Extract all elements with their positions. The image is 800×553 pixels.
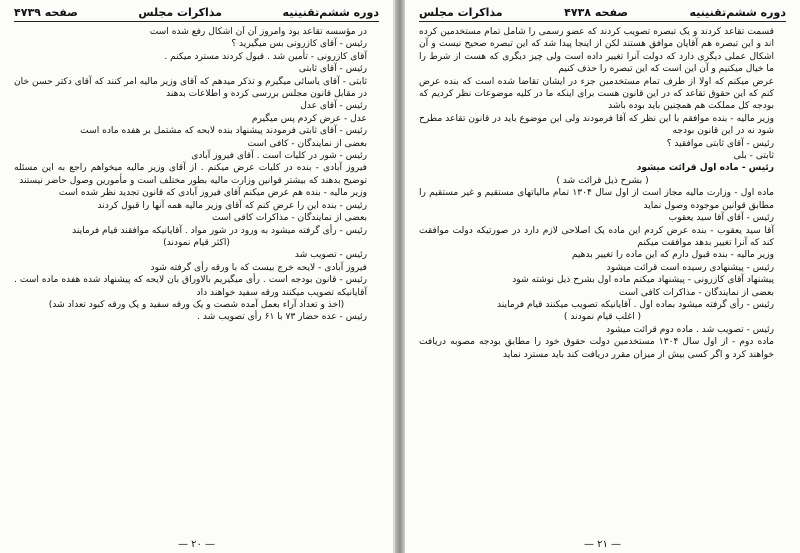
book-gutter xyxy=(395,0,405,553)
paragraph: رئیس - آقای آقا سید یعقوب xyxy=(668,213,774,224)
paragraph: رئیس - قانون بودجه است . رأی میگیریم بالاوراق بان لایحه که پیشنهاد شده هفده ماده است . آقایانیکه تصویب میکنند ورقه سفید خواهند داد xyxy=(14,275,367,298)
paragraph: ماده اول - وزارت مالیه مجاز است از اول سال ۱۳۰۴ تمام مالیاتهای مستقیم و غیر مستقیم را مطابق قوانین موجوده وصول نماید xyxy=(419,188,774,211)
left-page-header xyxy=(14,6,379,22)
paragraph: ( اغلب قیام نمودند ) xyxy=(563,312,642,323)
paragraph: رئیس - رأی گرفته میشود بماده اول . آقایانیکه تصویب میکنند قیام فرمایند xyxy=(497,299,774,310)
left-header-page-number: صفحه ۴۷۳۹ xyxy=(14,6,78,19)
paragraph: (اخذ و تعداد آراء بعمل آمده شصت و یک ورقه سفید و یک ورقه کبود تعداد شد) xyxy=(48,299,345,310)
paragraph: رئیس - آقای ثابتی فرمودند پیشنهاد بنده لابحه که مشتمل بر هفده ماده است xyxy=(80,126,367,137)
paragraph: وزیر مالیه - بنده هم عرض میکنم آقای فیروز آبادی که قانون تجدید نظر شده است xyxy=(58,188,367,199)
left-page-footer: — ۲۰ — xyxy=(177,539,216,550)
paragraph: پیشنهاد آقای کازرونی - پیشنهاد میکنم ماده اول بشرح ذیل نوشته شود xyxy=(512,275,774,286)
paragraph: بعضی از نمایندگان - مذاکرات کافی است xyxy=(618,287,774,298)
right-header-page-number: صفحه ۴۷۳۸ xyxy=(564,6,628,19)
paragraph: فیروز آبادی - لایحه خرج بیست که با ورقه رأی گرفته شود xyxy=(150,262,367,273)
left-header-session: دوره ششم‌تقنینیه xyxy=(282,6,379,19)
paragraph: رئیس - تصویب شد xyxy=(294,250,367,261)
left-page xyxy=(0,0,395,553)
paragraph: عدل - عرض کردم پس میگیرم xyxy=(251,113,367,124)
right-page xyxy=(405,0,800,553)
paragraph: رئیس - بنده این را عرض کنم که آقای وزیر مالیه همه آنها را قبول کردند xyxy=(97,200,367,211)
paragraph: رئیس - ماده اول قرائت میشود xyxy=(636,163,774,174)
paragraph: رئیس - رأی گرفته میشود به ورود در شور مواد . آقایانیکه موافقند قیام فرمایند xyxy=(72,225,367,236)
paragraph: رئیس - آقای ثابتی موافقید ؟ xyxy=(666,138,774,149)
paragraph: رئیس - عده حضار ۷۳ با ۶۱ رأی تصویب شد . xyxy=(197,312,367,323)
paragraph: ماده دوم - از اول سال ۱۳۰۴ مستخدمین دولت حقوق خود را مطابق بودجه مصوبه دریافت خواهند کرد و اگر کسی بیش از میزان مقرر دریافت کند باید مسترد نماید xyxy=(419,337,774,360)
paragraph: ثابتی - آقای یاسائی میگیرم و تذکر میدهم که آقای وزیر مالیه امر کنند که آقای دکتر حسن خان در مقابل قانون مجلس بررسی کرده و اطلاعات بدهند xyxy=(14,76,367,100)
paragraph: بعضی از نمایندگان - مذاکرات کافی است xyxy=(211,213,367,224)
paragraph: عرض میکنم که اولا از طرف تمام مستخدمین جزء در ایشان تقاضا شده است که بنده عرض کنم که این حقوق تقاعد که در این قانون هست برای اینکه ما در کلیه موضوعات نظر کردیم که بودجه کل مملکت هم همچنین باید بوده باشد xyxy=(419,76,774,112)
paragraph: رئیس - پیشنهادی رسیده است قرائت میشود xyxy=(606,262,774,273)
paragraph: قسمت تقاعد کردند و یک تبصره تصویب کردند که عضو رسمی را شامل تمام مستخدمین کرده اند و این تبصره هم آقایان موافق هستند لکن از اینجا پیدا شد که این تبصره صحیح نیست و آن اشکال عملی دیگری دارد که دولت آنرا تغییر داده است ولی چیز دیگری که هست از شرط را ما خیال میکنیم و آن این است که این تبصره را حذف کنیم xyxy=(419,27,774,75)
paragraph: بعضی از نمایندگان - کافی است xyxy=(247,138,367,149)
paragraph: وزیر مالیه - بنده قبول دارم که این ماده را تغییر بدهیم xyxy=(571,250,774,261)
paragraph: رئیس - تصویب شد . ماده دوم قرائت میشود xyxy=(606,324,774,335)
paragraph: رئیس - آقای کازرونی بس میگیرید ؟ xyxy=(231,39,367,50)
paragraph: (اکثر قیام نمودند) xyxy=(163,237,230,248)
right-page-footer: — ۲۱ — xyxy=(583,539,622,550)
left-header-title: مذاکرات مجلس xyxy=(138,6,222,19)
right-header-title: مذاکرات مجلس xyxy=(419,6,503,19)
paragraph: آقای کازرونی - تأمین شد . قبول کردند مسترد میکنم . xyxy=(164,51,367,62)
paragraph: وزیر مالیه - بنده موافقم با این نظر که آقا فرمودند ولی این موضوع باید در قانون تقاعد مطرح شود نه در این قانون بودجه xyxy=(419,113,774,137)
paragraph: رئیس - آقای ثابتی xyxy=(298,64,367,75)
right-page-body xyxy=(419,26,786,538)
paragraph: رئیس - آقای عدل xyxy=(300,101,367,112)
left-page-body xyxy=(14,26,379,538)
paragraph: ثابتی - بلی xyxy=(733,151,774,162)
right-header-session: دوره ششم‌تقنینیه xyxy=(689,6,786,19)
paragraph: در مؤسسه تقاعد بود وامروز آن آن اشکال رفع شده است xyxy=(149,27,367,37)
paragraph: فیروز آبادی - بنده در کلیات عرض میکنم . از آقای وزیر مالیه میخواهم راجع به این مسئله توضیح بدهند که بیشتر قوانین وزارت مالیه بطور مختلف است و مأمورین وصول حاضر نیستند xyxy=(14,163,367,186)
paragraph: رئیس - شور در کلیات است . آقای فیروز آبادی xyxy=(191,151,367,162)
paragraph: ( بشرح ذیل قرائت شد ) xyxy=(556,175,649,186)
paragraph: آقا سید یعقوب - بنده عرض کردم این ماده یک اصلاحی لازم دارد در صورتیکه دولت موافقت کند که آنرا تغییر بدهد موافقت میکنم xyxy=(419,225,774,248)
right-page-header xyxy=(419,6,786,22)
